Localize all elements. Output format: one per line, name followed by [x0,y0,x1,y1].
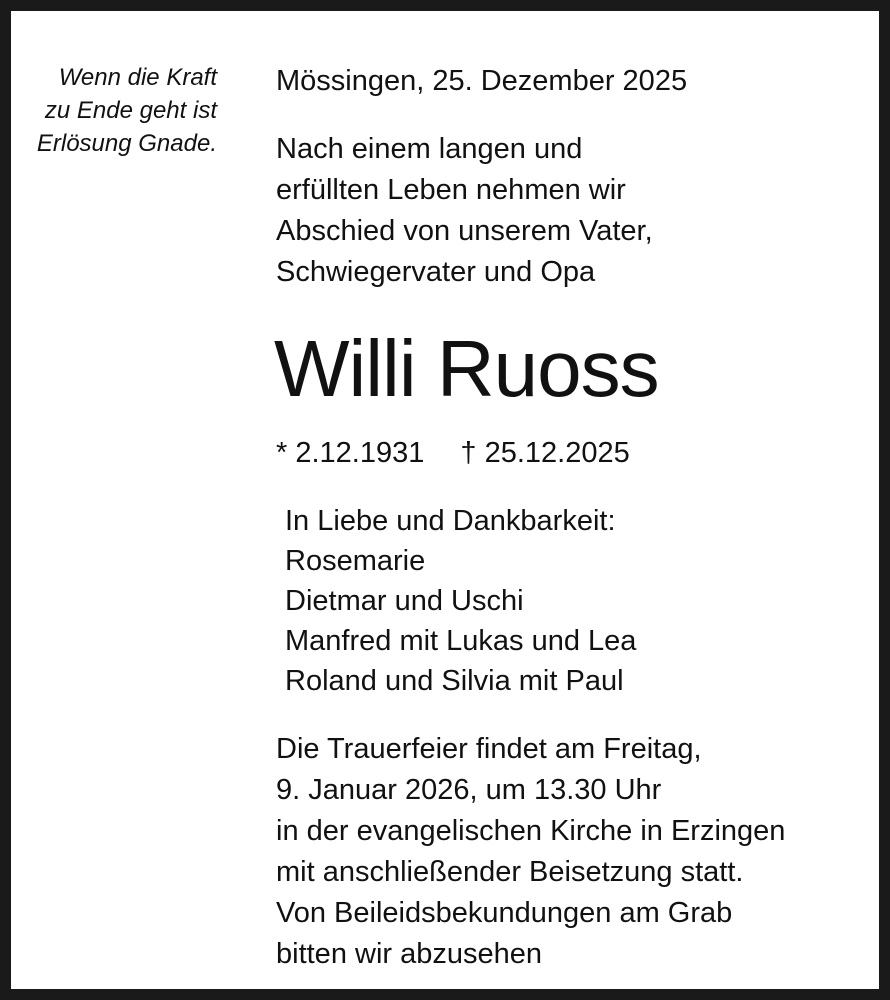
service-line: Die Trauerfeier findet am Freitag, [276,733,702,765]
service-line: 9. Januar 2026, um 13.30 Uhr [276,774,662,806]
deceased-name: Willi Ruoss [274,324,659,413]
service-line: mit anschließender Beisetzung statt. [276,856,744,888]
life-dates [276,433,630,473]
intro-line: erfüllten Leben nehmen wir [276,174,626,206]
verse-line: Wenn die Kraft [58,64,217,91]
service-line: Von Beileidsbekundungen am Grab [276,897,733,929]
verse-quote [0,61,217,160]
verse-line: zu Ende geht ist [44,97,217,124]
mourner-name: Manfred mit Lukas und Lea [285,625,637,657]
mourner-name: Rosemarie [285,545,426,577]
service-line: bitten wir abzusehen [276,938,542,970]
intro-line: Abschied von unserem Vater, [276,215,653,247]
service-info [276,729,785,975]
mourner-name: Roland und Silvia mit Paul [285,665,624,697]
mourners-heading: In Liebe und Dankbarkeit: [285,505,616,537]
verse-line: Erlösung Gnade. [36,130,217,157]
birth-date: * 2.12.1931 [276,437,425,469]
service-line: in der evangelischen Kirche in Erzingen [276,815,786,847]
mourners-list [285,501,636,701]
intro-line: Nach einem langen und [276,133,583,165]
death-date: † 25.12.2025 [460,437,630,469]
mourner-name: Dietmar und Uschi [285,585,524,617]
intro-text [276,129,653,293]
intro-line: Schwiegervater und Opa [276,256,596,288]
place-date: Mössingen, 25. Dezember 2025 [276,65,688,97]
